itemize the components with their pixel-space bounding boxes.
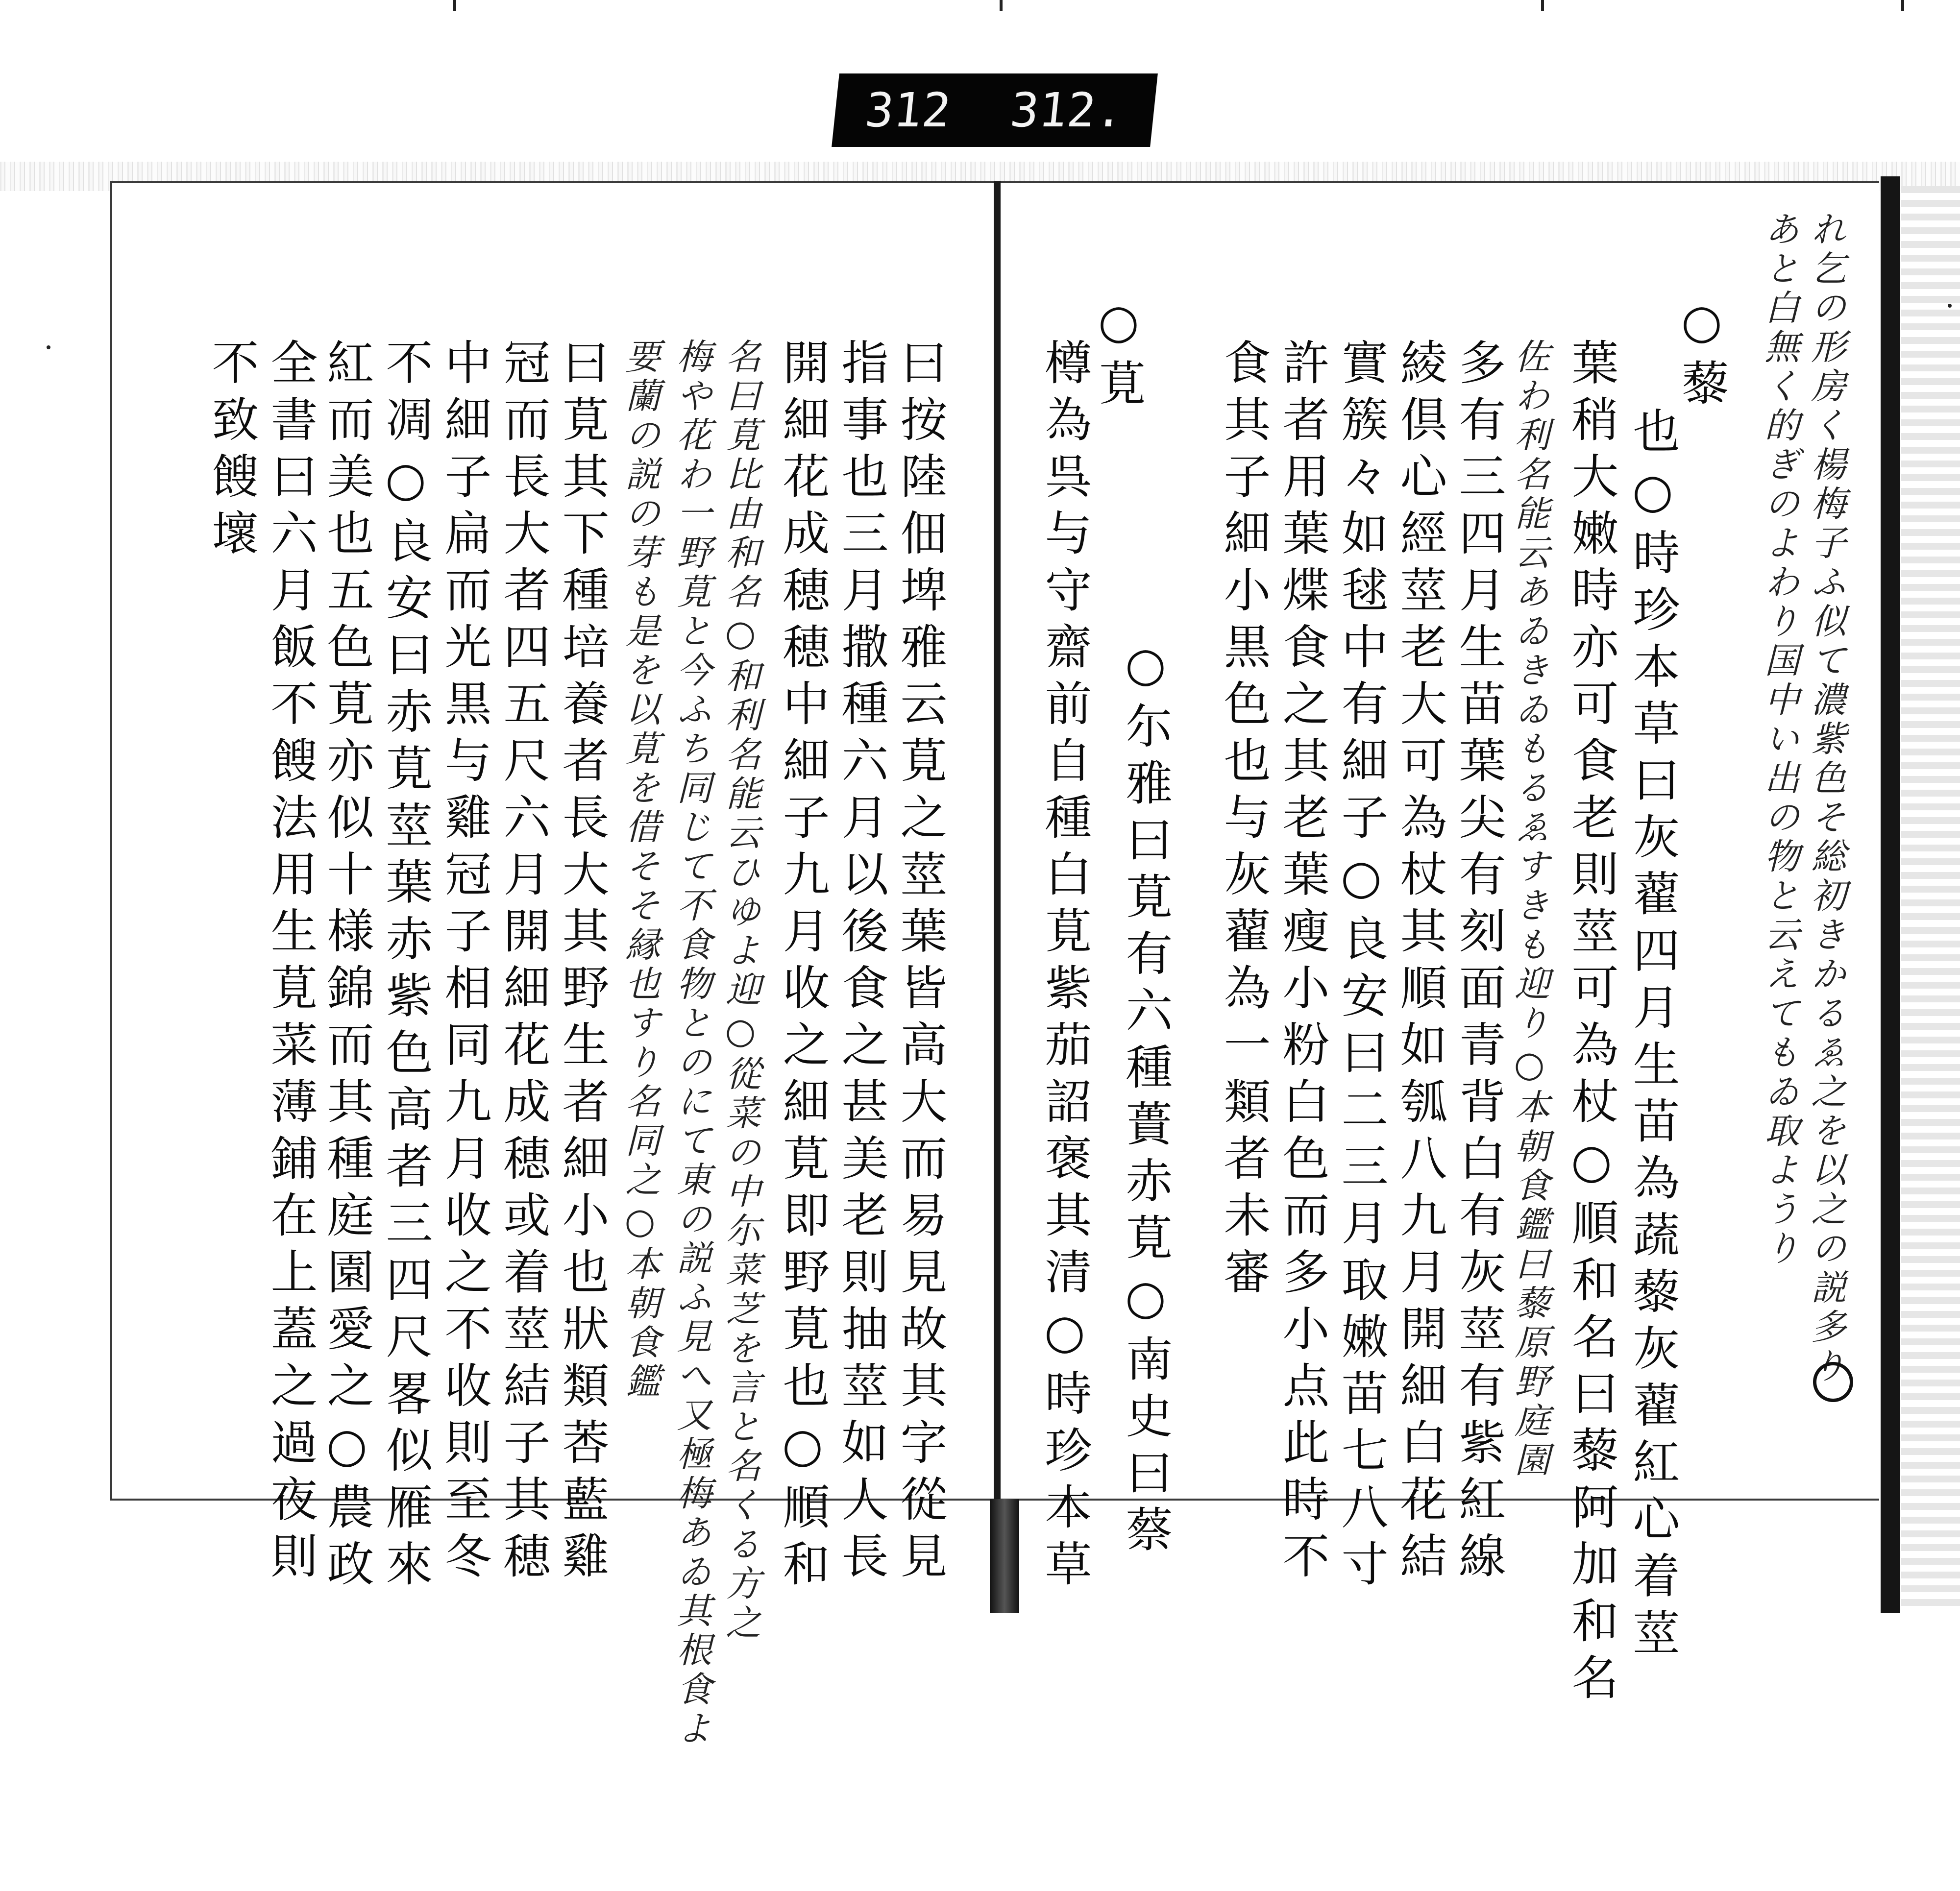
text-column: 實簇々如毬中有細子○良安曰二三月取嫩苗七八寸: [1334, 338, 1389, 1596]
text-column: あと白無く的ぎのよわり国中い出の物と云えてもゐ取ようり: [1759, 211, 1800, 1269]
text-column: ○藜: [1674, 294, 1729, 415]
text-column: 曰按陸佃埤雅云莧之莖葉皆高大而易見故其字從見: [893, 338, 948, 1588]
text-column: 紅而美也五色莧亦似十様錦而其種庭園愛之○農政: [319, 338, 374, 1596]
text-column: 指事也三月撒種六月以後食之甚美老則抽莖如人長: [834, 338, 889, 1588]
text-column: 中細子扁而光黒与雞冠子相同九月收之不收則至冬: [437, 338, 492, 1588]
circle-mark: [1813, 1362, 1853, 1402]
frame-number-label: [832, 73, 1158, 147]
text-column: 綾倶心經莖老大可為杖其順如瓠八九月開細白花結: [1393, 338, 1447, 1588]
text-column: 許者用葉煠食之其老葉瘦小粉白色而多小点此時不: [1275, 338, 1330, 1588]
text-column: 不致餿壞: [204, 338, 259, 565]
spine-bottom-shadow: [990, 1499, 1019, 1613]
text-column: 曰莧其下種培養者長大其野生者細小也狀類莕藍雞: [555, 338, 610, 1588]
edge-mark: [1000, 0, 1003, 11]
text-column: 食其子細小黒色也与灰藋為一類者未審: [1216, 338, 1271, 1304]
text-column: 多有三四月生苗葉尖有刻面青背白有灰莖有紫紅線: [1451, 338, 1506, 1588]
page-stack-edge: [1901, 186, 1960, 1613]
text-column: ○莧: [1091, 294, 1146, 415]
text-column: ○尓雅曰莧有六種蕢赤莧○南史曰蔡: [1118, 637, 1173, 1562]
text-column: 也○時珍本草曰灰藋四月生苗為蔬藜灰藋紅心着莖: [1625, 407, 1680, 1665]
edge-mark: [1901, 0, 1904, 11]
scan-speck: [47, 345, 50, 349]
text-column: 樽為呉与守齋前自種白莧紫茄詔褒其清○時珍本草: [1037, 338, 1092, 1596]
frame-number-left: 312: [862, 83, 954, 138]
text-column: 葉稍大嫩時亦可食老則莖可為杖○順和名曰藜阿加和名: [1564, 338, 1619, 1710]
scan-speck: [1948, 304, 1952, 308]
text-column: 佐わ利名能云あゐきゐもるゑすきも迎り○本朝食鑑曰藜原野庭園: [1509, 338, 1550, 1480]
text-column: 全書曰六月飯不餿法用生莧菜薄鋪在上蓋之過夜則: [263, 338, 318, 1588]
text-column: 冠而長大者四五尺六月開細花成穂或着莖結子其穂: [496, 338, 551, 1588]
text-column: 開細花成穂穂中細子九月收之細莧即野莧也○順和: [775, 338, 830, 1596]
right-page-edge: [1881, 176, 1900, 1613]
frame-number-right: 312.: [1007, 83, 1127, 138]
edge-mark: [453, 0, 456, 11]
text-column: 要蘭の説の芽も是を以莧を借そそ縁也すり名同之○本朝食鑑: [619, 338, 661, 1402]
text-column: 名曰莧比由和名○和利名能云ひゆよ迎○從菜の中尓菜芝を言と名くる方之: [720, 338, 761, 1643]
text-column: れ乞の形房く楊梅子ふ似て濃紫色そ総初きかるゑ之を以之の説多り: [1805, 211, 1846, 1386]
book-spine: [994, 181, 1001, 1499]
edge-mark: [1541, 0, 1544, 11]
text-column: 梅や花わ一野莧と今ふち同じて不食物とのにて東の説ふ見へ又極梅あゐ其根食よ: [671, 338, 712, 1749]
text-column: 不凋○良安曰赤莧莖葉赤紫色高者三四尺畧似雁來: [378, 338, 433, 1596]
